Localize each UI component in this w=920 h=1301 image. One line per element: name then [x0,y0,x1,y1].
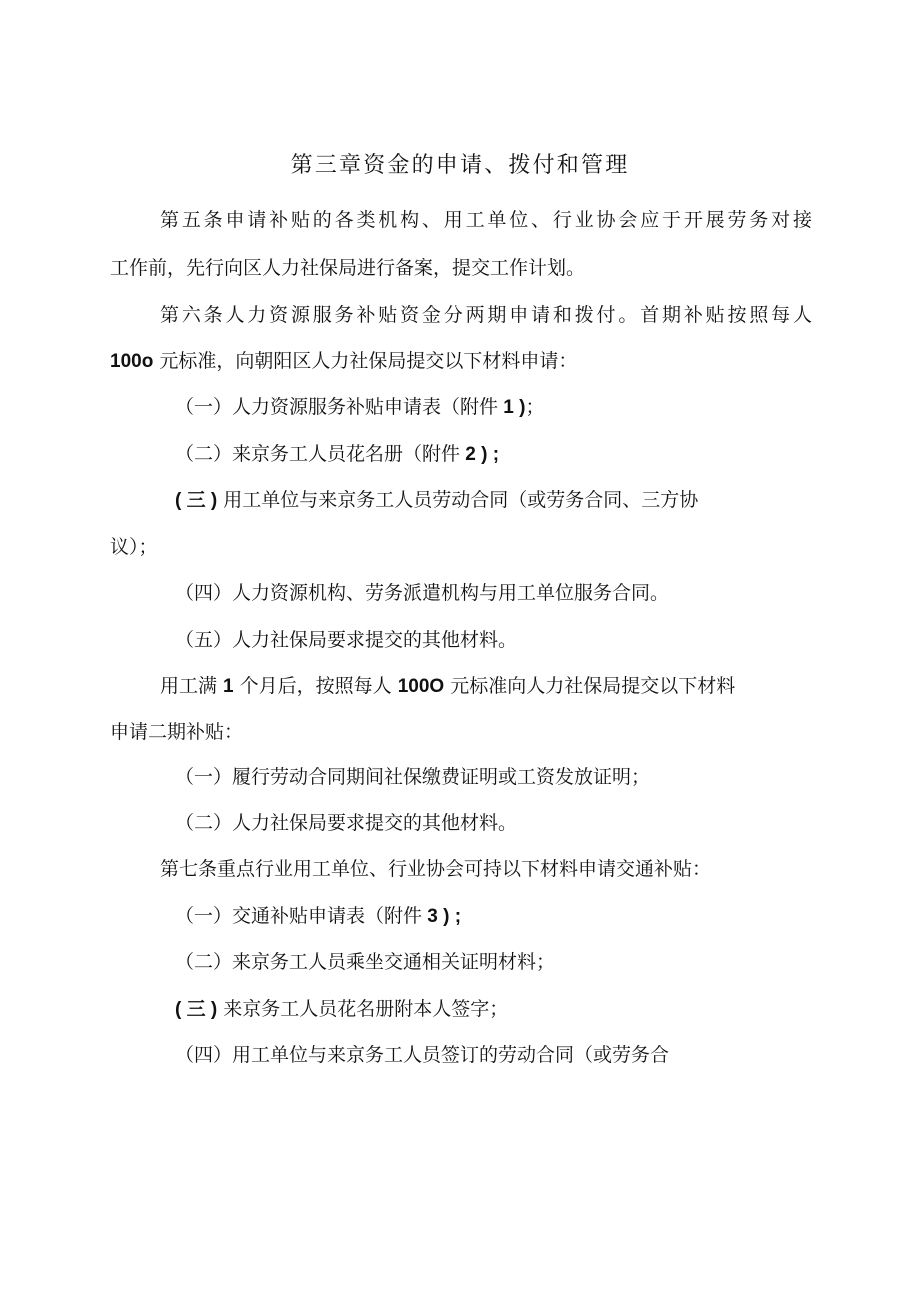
item-text: 用工单位与来京务工人员劳动合同（或劳务合同、三方协 [217,489,699,511]
text: 用工满 [160,675,224,697]
amount-number: 100O [397,676,445,697]
chapter-title: 第三章资金的申请、拨付和管理 [290,153,630,178]
item-text: （一）交通补贴申请表（附件 [175,905,423,927]
article-7-item-1 [175,896,461,937]
amount-number: 100o [110,351,154,372]
article-5-line-2: 工作前，先行向区人力社保局进行备案，提交工作计划。 [110,257,586,279]
attachment-number: 3 ) ; [422,906,462,927]
attachment-number: 1 ) [498,397,526,418]
article-6-item-3 [175,480,698,521]
item-text: （二）来京务工人员花名册（附件 [175,443,461,465]
article-7: 第七条重点行业用工单位、行业协会可持以下材料申请交通补贴： [160,858,712,880]
phase-2-item-1: （一）履行劳动合同期间社保缴费证明或工资发放证明； [175,766,651,788]
item-number: ( 三 ) [175,490,218,511]
article-6-item-1 [175,387,544,428]
item-text: （一）人力资源服务补贴申请表（附件 [175,396,499,418]
attachment-number: 2 ) ; [460,444,500,465]
article-5-line-1: 第五条申请补贴的各类机构、用工单位、行业协会应于开展劳务对接 [160,209,812,231]
phase-2-line-1 [160,666,735,707]
phase-2-item-2: （二）人力社保局要求提交的其他材料。 [175,812,518,834]
phase-2-line-2: 申请二期补贴： [110,721,244,743]
article-6-item-3-cont: 议）； [110,536,158,558]
text: 元标准向人力社保局提交以下材料 [444,675,736,697]
month-number: 1 [223,676,234,697]
article-7-item-3 [175,989,508,1030]
article-6-line-2 [110,341,577,382]
article-6-line-1: 第六条人力资源服务补贴资金分两期申请和拨付。首期补贴按照每人 [160,304,812,326]
article-6-item-2 [175,434,499,475]
article-6-item-5: （五）人力社保局要求提交的其他材料。 [175,629,518,651]
article-7-item-4: （四）用工单位与来京务工人员签订的劳动合同（或劳务合 [175,1044,670,1066]
text: 个月后，按照每人 [233,675,398,697]
article-6-line-2-text: 元标准，向朝阳区人力社保局提交以下材料申请： [153,350,578,372]
item-number: ( 三 ) [175,999,218,1020]
item-text: 来京务工人员花名册附本人签字； [217,998,509,1020]
item-end: ； [525,396,545,418]
article-7-item-2: （二）来京务工人员乘坐交通相关证明材料； [175,951,556,973]
article-6-item-4: （四）人力资源机构、劳务派遣机构与用工单位服务合同。 [175,582,670,604]
